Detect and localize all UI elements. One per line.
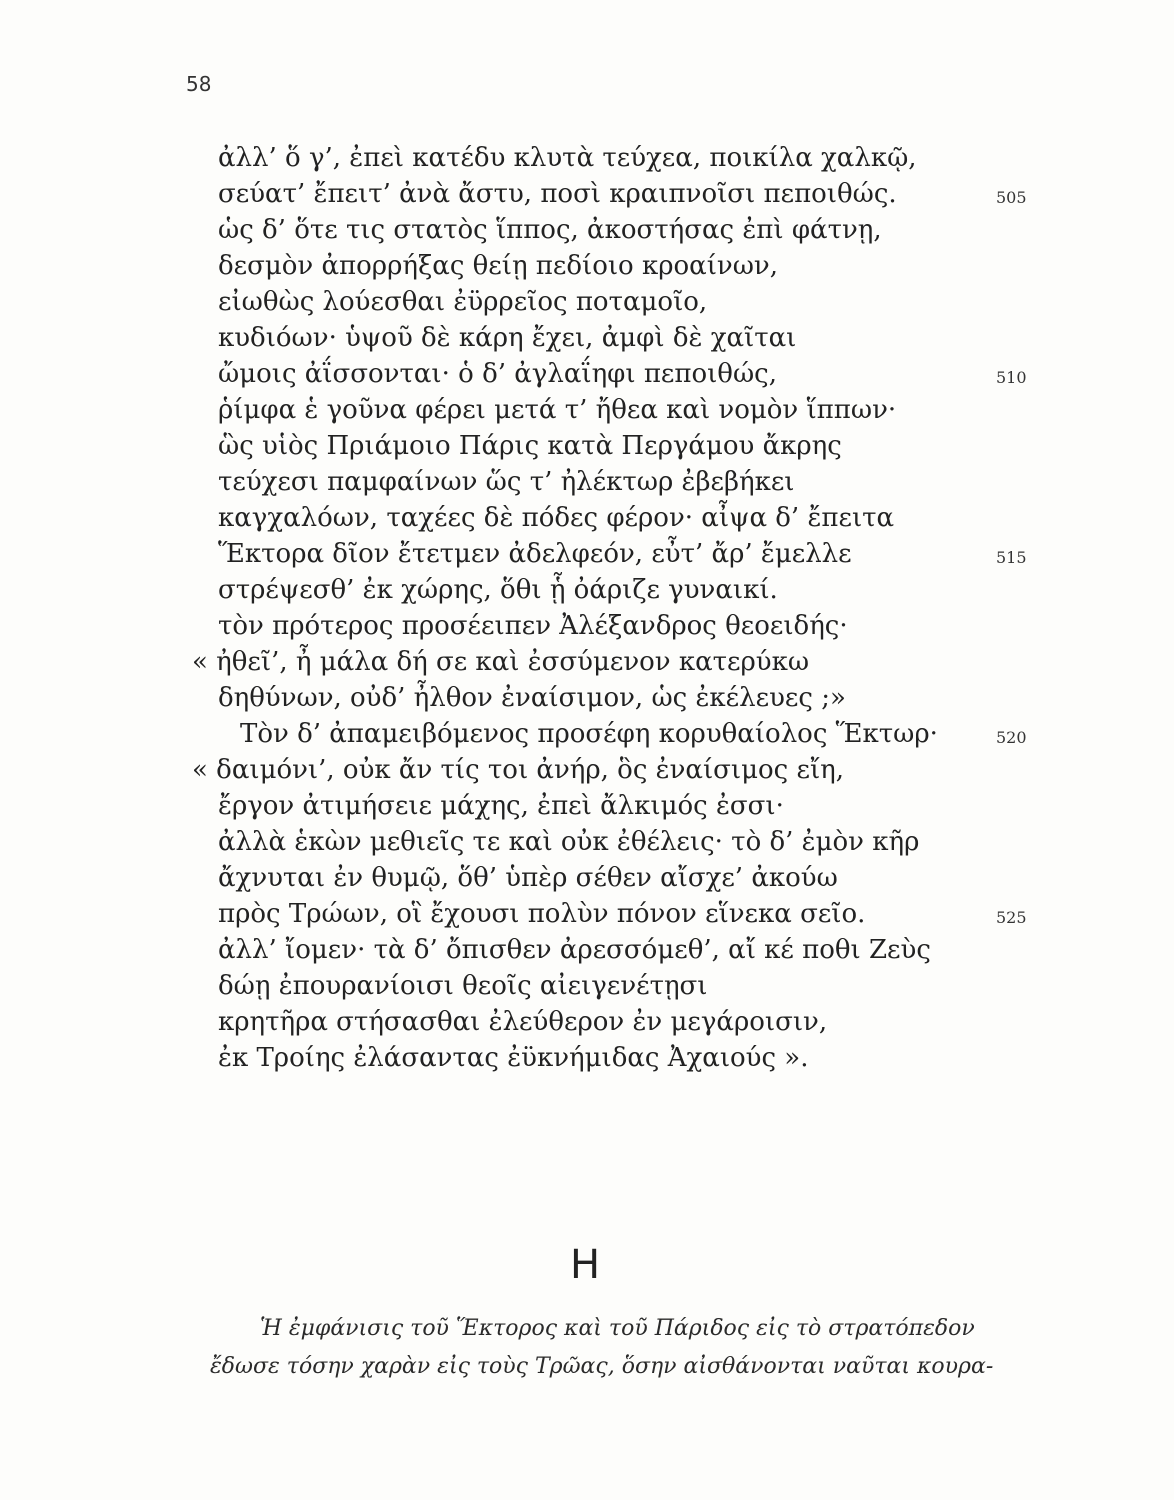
verse-line bbox=[180, 500, 1080, 536]
verse-line bbox=[180, 1040, 1080, 1076]
verse-line bbox=[180, 248, 1080, 284]
verse-text: ῥίμφα ἑ γοῦνα φέρει μετά τ’ ἤθεα καὶ νομὸν ἵππων· bbox=[218, 395, 897, 425]
verse-line bbox=[180, 968, 1080, 1004]
verse-line bbox=[180, 212, 1080, 248]
verse-line bbox=[180, 608, 1080, 644]
line-number: 510 bbox=[996, 368, 1027, 387]
verse-line bbox=[180, 680, 1080, 716]
verse-line bbox=[180, 716, 1080, 752]
verse-text: τὸν πρότερος προσέειπεν Ἀλέξανδρος θεοειδής· bbox=[218, 611, 848, 641]
verse-text: ἀλλ’ ἴομεν· τὰ δ’ ὄπισθεν ἀρεσσόμεθ’, αἴ κέ ποθι Ζεὺς bbox=[218, 935, 931, 965]
verse-text: « ἠθεῖ’, ἦ μάλα δή σε καὶ ἐσσύμενον κατερύκω bbox=[192, 647, 810, 677]
verse-line bbox=[180, 392, 1080, 428]
verse-line bbox=[180, 1004, 1080, 1040]
verse-text: δεσμὸν ἀπορρήξας θείῃ πεδίοιο κροαίνων, bbox=[218, 251, 778, 281]
verse-text: ἀλλ’ ὅ γ’, ἐπεὶ κατέδυ κλυτὰ τεύχεα, ποικίλα χαλκῷ, bbox=[218, 143, 917, 173]
verse-line bbox=[180, 536, 1080, 572]
verse-line bbox=[180, 932, 1080, 968]
verse-text: Ἕκτορα δῖον ἔτετμεν ἀδελφεόν, εὖτ’ ἄρ’ ἔμελλε bbox=[218, 539, 852, 569]
verse-text: τεύχεσι παμφαίνων ὥς τ’ ἠλέκτωρ ἐβεβήκει bbox=[218, 467, 795, 497]
verse-line bbox=[180, 644, 1080, 680]
verse-text: ἐκ Τροίης ἐλάσαντας ἐϋκνήμιδας Ἀχαιούς ». bbox=[218, 1043, 809, 1073]
verse-line bbox=[180, 896, 1080, 932]
verse-line bbox=[180, 752, 1080, 788]
verse-line bbox=[180, 428, 1080, 464]
verse-text: Τὸν δ’ ἀπαμειβόμενος προσέφη κορυθαίολος Ἕκτωρ· bbox=[240, 719, 938, 749]
line-number: 515 bbox=[996, 548, 1027, 567]
commentary-line: ἔδωσε τόσην χαρὰν εἰς τοὺς Τρῶας, ὅσην αἰσθάνονται ναῦται κουρα- bbox=[210, 1354, 994, 1379]
verse-line bbox=[180, 788, 1080, 824]
verse-text: κυδιόων· ὑψοῦ δὲ κάρη ἔχει, ἀμφὶ δὲ χαῖται bbox=[218, 323, 797, 353]
verse-line bbox=[180, 572, 1080, 608]
verse-text: ὡς δ’ ὅτε τις στατὸς ἵππος, ἀκοστήσας ἐπὶ φάτνῃ, bbox=[218, 215, 882, 245]
verse-text: καγχαλόων, ταχέες δὲ πόδες φέρον· αἶψα δ’ ἔπειτα bbox=[218, 503, 895, 533]
verse-line bbox=[180, 320, 1080, 356]
line-number: 525 bbox=[996, 908, 1027, 927]
verse-text: ἔργον ἀτιμήσειε μάχης, ἐπεὶ ἄλκιμός ἐσσι· bbox=[218, 791, 784, 821]
verse-line bbox=[180, 176, 1080, 212]
line-number: 520 bbox=[996, 728, 1027, 747]
commentary-paragraph bbox=[210, 1310, 1040, 1386]
verse-text: πρὸς Τρώων, οἳ ἔχουσι πολὺν πόνον εἵνεκα σεῖο. bbox=[218, 899, 866, 929]
commentary-line: Ἡ ἐμφάνισις τοῦ Ἕκτορος καὶ τοῦ Πάριδος εἰς τὸ στρατόπεδον bbox=[260, 1316, 975, 1341]
verse-text: εἰωθὼς λούεσθαι ἐϋρρεῖος ποταμοῖο, bbox=[218, 287, 708, 317]
verse-text: κρητῆρα στήσασθαι ἐλεύθερον ἐν μεγάροισιν, bbox=[218, 1007, 828, 1037]
verse-block bbox=[180, 140, 1080, 1076]
verse-text: ὤμοις ἀΐσσονται· ὁ δ’ ἀγλαΐηφι πεποιθώς, bbox=[218, 359, 777, 389]
verse-text: « δαιμόνι’, οὐκ ἄν τίς τοι ἀνήρ, ὃς ἐναίσιμος εἴη, bbox=[192, 755, 844, 785]
line-number: 505 bbox=[996, 188, 1027, 207]
verse-text: ἄχνυται ἐν θυμῷ, ὅθ’ ὑπὲρ σέθεν αἴσχε’ ἀκούω bbox=[218, 863, 838, 893]
verse-text: δώῃ ἐπουρανίοισι θεοῖς αἰειγενέτῃσι bbox=[218, 971, 708, 1001]
verse-text: στρέψεσθ’ ἐκ χώρης, ὅθι ᾗ ὀάριζε γυναικί. bbox=[218, 575, 778, 605]
verse-text: ὣς υἱὸς Πριάμοιο Πάρις κατὰ Περγάμου ἄκρης bbox=[218, 431, 842, 461]
verse-text: δηθύνων, οὐδ’ ἦλθον ἐναίσιμον, ὡς ἐκέλευες ;» bbox=[218, 683, 846, 713]
verse-text: ἀλλὰ ἑκὼν μεθιεῖς τε καὶ οὐκ ἐθέλεις· τὸ δ’ ἐμὸν κῆρ bbox=[218, 827, 920, 857]
verse-text: σεύατ’ ἔπειτ’ ἀνὰ ἄστυ, ποσὶ κραιπνοῖσι πεποιθώς. bbox=[218, 179, 897, 209]
section-heading-letter: Η bbox=[570, 1242, 601, 1288]
verse-line bbox=[180, 464, 1080, 500]
verse-line bbox=[180, 284, 1080, 320]
verse-line bbox=[180, 356, 1080, 392]
verse-line bbox=[180, 860, 1080, 896]
verse-line bbox=[180, 824, 1080, 860]
verse-line bbox=[180, 140, 1080, 176]
page-number: 58 bbox=[186, 72, 212, 96]
